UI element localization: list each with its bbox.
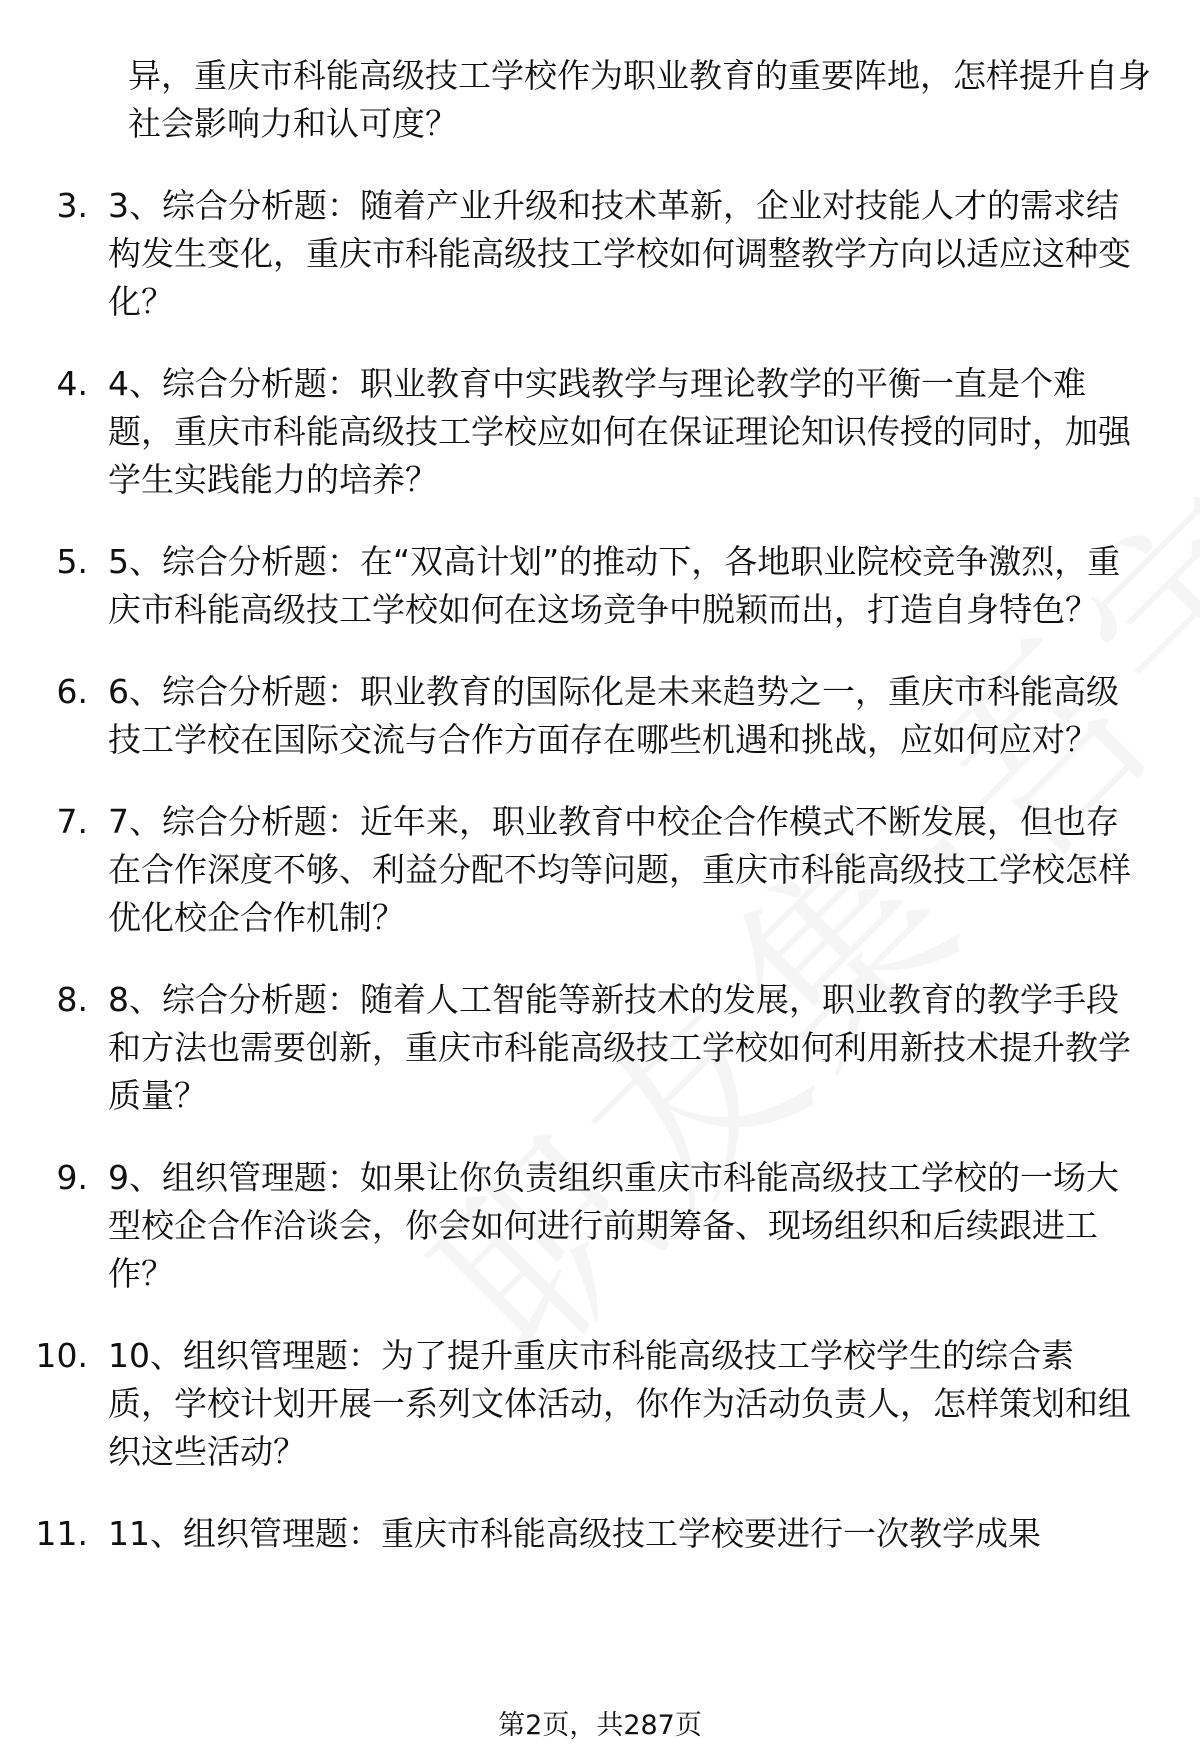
list-item — [0, 976, 1200, 1120]
list-item-number: 6. — [56, 672, 88, 711]
list-item-text: 7、综合分析题：近年来，职业教育中校企合作模式不断发展，但也存在合作深度不够、利益分配不均等问题，重庆市科能高级技工学校怎样优化校企合作机制？ — [108, 802, 1131, 937]
list-item-text: 5、综合分析题：在“双高计划”的推动下，各地职业院校竞争激烈，重庆市科能高级技工学校如何在这场竞争中脱颖而出，打造自身特色？ — [108, 542, 1121, 629]
list-item — [0, 360, 1200, 504]
list-item-number: 7. — [56, 802, 88, 841]
list-item-text: 8、综合分析题：随着人工智能等新技术的发展，职业教育的教学手段和方法也需要创新，重庆市科能高级技工学校如何利用新技术提升教学质量？ — [108, 980, 1131, 1115]
list-item-number: 5. — [56, 542, 88, 581]
list-item-number: 8. — [56, 980, 88, 1019]
list-item — [0, 1332, 1200, 1476]
list-item-text: 10、组织管理题：为了提升重庆市科能高级技工学校学生的综合素质，学校计划开展一系列文体活动，你作为活动负责人，怎样策划和组织这些活动？ — [108, 1336, 1131, 1471]
list-item-text: 3、综合分析题：随着产业升级和技术革新，企业对技能人才的需求结构发生变化，重庆市科能高级技工学校如何调整教学方向以适应这种变化？ — [108, 186, 1131, 321]
list-item — [0, 798, 1200, 942]
list-item-text: 11、组织管理题：重庆市科能高级技工学校要进行一次教学成果 — [108, 1514, 1041, 1553]
question-list — [0, 182, 1200, 1558]
list-item — [0, 1154, 1200, 1298]
document-content — [0, 52, 1200, 1592]
list-item-text: 4、综合分析题：职业教育中实践教学与理论教学的平衡一直是个难题，重庆市科能高级技工学校应如何在保证理论知识传授的同时，加强学生实践能力的培养？ — [108, 364, 1131, 499]
list-item-number: 3. — [56, 186, 88, 225]
intro-paragraph: 异，重庆市科能高级技工学校作为职业教育的重要阵地，怎样提升自身社会影响力和认可度？ — [128, 56, 1151, 143]
list-item — [0, 538, 1200, 634]
list-item-text: 6、综合分析题：职业教育的国际化是未来趋势之一，重庆市科能高级技工学校在国际交流与合作方面存在哪些机遇和挑战，应如何应对？ — [108, 672, 1119, 759]
page-footer: 第2页，共287页 — [498, 1710, 702, 1741]
list-item-number: 11. — [35, 1514, 88, 1553]
list-item-number: 4. — [56, 364, 88, 403]
list-item-text: 9、组织管理题：如果让你负责组织重庆市科能高级技工学校的一场大型校企合作洽谈会，你会如何进行前期筹备、现场组织和后续跟进工作？ — [108, 1158, 1119, 1293]
list-item — [0, 1510, 1200, 1558]
list-item-number: 10. — [35, 1336, 88, 1375]
list-item — [0, 182, 1200, 326]
list-item-number: 9. — [56, 1158, 88, 1197]
list-item — [0, 668, 1200, 764]
